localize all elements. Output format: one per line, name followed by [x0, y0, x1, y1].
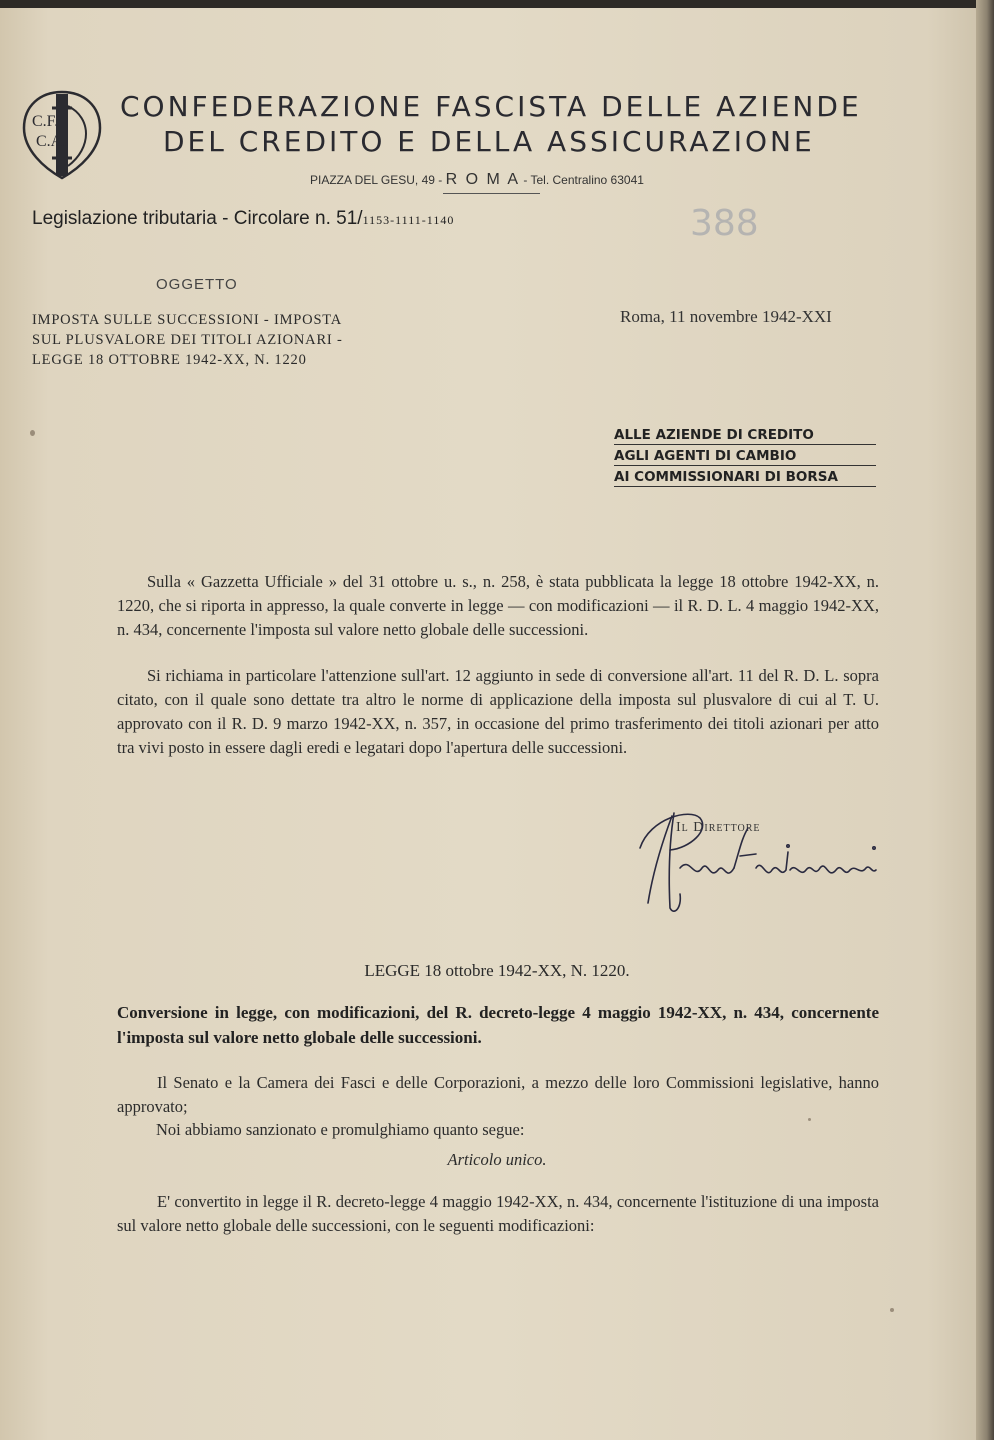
circolare-label: Legislazione tributaria - Circolare n. 51/	[32, 208, 363, 229]
law-title: LEGGE 18 ottobre 1942-XX, N. 1220.	[364, 961, 630, 980]
org-name-line2: DEL CREDITO E DELLA ASSICURAZIONE	[163, 125, 815, 158]
body-paragraph-1: Sulla « Gazzetta Ufficiale » del 31 ottobre u. s., n. 258, è stata pubblicata la legge 18 ottobre 1942-XX, n. 1220, che si riporta in appresso, la quale converte in legge — con modificazioni — il R. D. L. 4 maggio 1942-XX, n. 434, concernente l'imposta sul valore netto globale delle successioni.	[117, 572, 879, 639]
law-paragraph-1: Il Senato e la Camera dei Fasci e delle Corporazioni, a mezzo delle loro Commissioni legislative, hanno approvato;	[117, 1073, 879, 1116]
oggetto-line: SUL PLUSVALORE DEI TITOLI AZIONARI -	[32, 332, 343, 348]
address-rule	[443, 193, 540, 194]
ink-spot	[30, 430, 35, 436]
oggetto-subject	[32, 310, 412, 370]
circolare-line	[32, 208, 454, 230]
articolo-heading: Articolo unico.	[447, 1150, 547, 1169]
logo-text-cf: C.F.	[32, 113, 59, 130]
recipients-block	[614, 426, 876, 489]
logo-text-ca: C.A.	[36, 133, 67, 150]
law-heading: Conversione in legge, con modificazioni, del R. decreto-legge 4 maggio 1942-XX, n. 434, concernente l'imposta sul valore netto globale delle successioni.	[117, 1003, 879, 1047]
org-name-line1: CONFEDERAZIONE FASCISTA DELLE AZIENDE	[120, 90, 862, 123]
ink-spot	[890, 1308, 894, 1312]
law-paragraph-2: Noi abbiamo sanzionato e promulghiamo quanto segue:	[156, 1120, 525, 1139]
document-page	[0, 8, 976, 1440]
recipient-item: AGLI AGENTI DI CAMBIO	[614, 447, 876, 466]
confederation-logo	[22, 88, 102, 180]
address-street: PIAZZA DEL GESU, 49 -	[310, 173, 446, 187]
signature-title: Il Direttore	[676, 820, 761, 835]
handwritten-signature	[630, 808, 890, 918]
oggetto-label: OGGETTO	[156, 276, 238, 293]
oggetto-line: IMPOSTA SULLE SUCCESSIONI - IMPOSTA	[32, 312, 343, 328]
address-phone: - Tel. Centralino 63041	[520, 173, 644, 187]
pencil-annotation: 388	[690, 203, 759, 244]
address-city: R O M A	[445, 171, 521, 188]
circolare-number: 1153-1111-1140	[362, 213, 455, 227]
body-paragraph-2: Si richiama in particolare l'attenzione sull'art. 12 aggiunto in sede di conversione all'art. 11 del R. D. L. sopra citato, con il quale sono dettate tra altro le norme di applicazione della imposta sul plusvalore di cui al T. U. approvato con il R. D. 9 marzo 1942-XX, n. 357, in occasione del primo trasferimento dei titoli azionari per atto tra vivi posto in essere dagli eredi e legatari dopo l'apertura delle successioni.	[117, 666, 879, 757]
org-address	[310, 171, 644, 189]
oggetto-line: LEGGE 18 OTTOBRE 1942-XX, N. 1220	[32, 352, 307, 368]
recipient-item: AI COMMISSIONARI DI BORSA	[614, 468, 876, 487]
law-paragraph-3: E' convertito in legge il R. decreto-legge 4 maggio 1942-XX, n. 434, concernente l'istituzione di una imposta sul valore netto globale delle successioni, con le seguenti modificazioni:	[117, 1192, 879, 1235]
ink-spot	[808, 1118, 811, 1121]
book-binding-edge	[976, 0, 994, 1440]
date-line: Roma, 11 novembre 1942-XXI	[620, 307, 832, 326]
scan-top-edge	[0, 0, 994, 8]
recipient-item: ALLE AZIENDE DI CREDITO	[614, 426, 876, 445]
